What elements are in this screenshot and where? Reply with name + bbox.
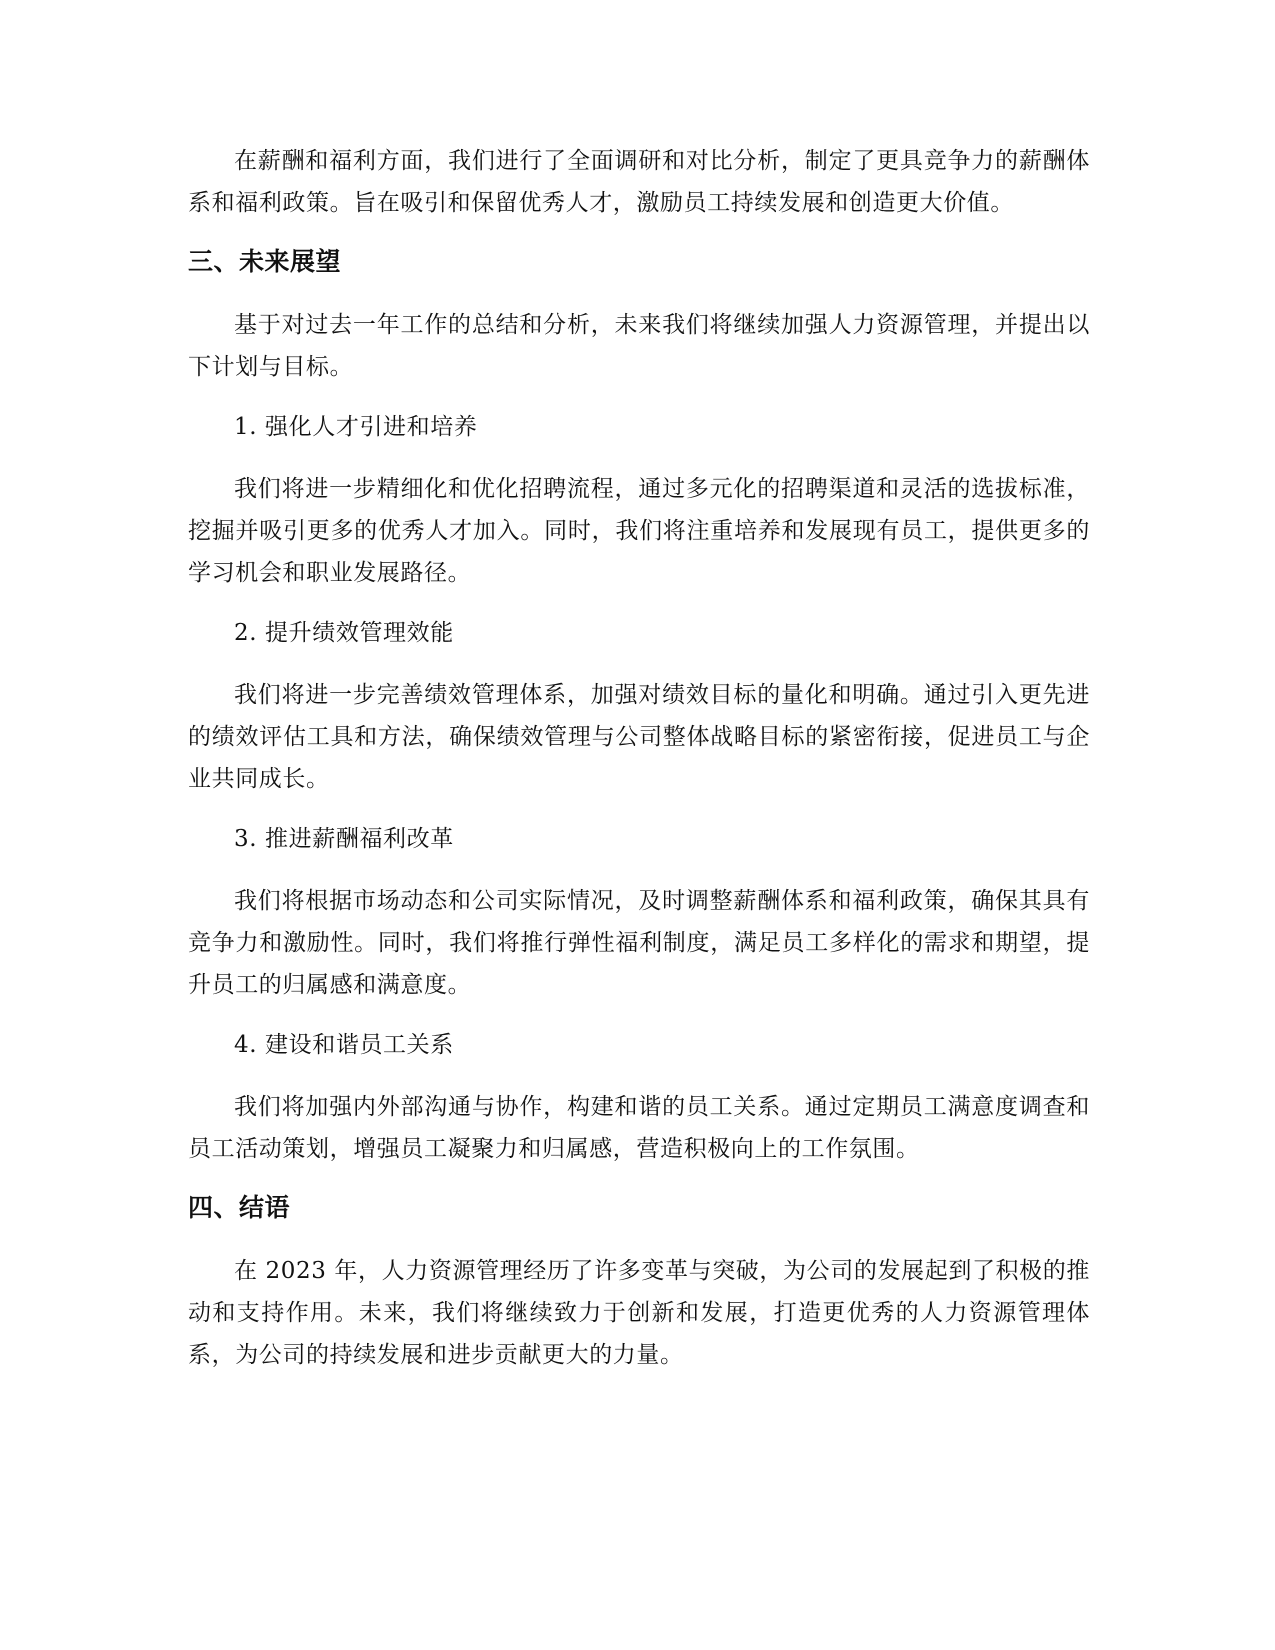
paragraph-performance: 我们将进一步完善绩效管理体系，加强对绩效目标的量化和明确。通过引入更先进的绩效评估工具和方法，确保绩效管理与公司整体战略目标的紧密衔接，促进员工与企业共同成长。 — [188, 682, 1090, 792]
document-body — [188, 140, 1090, 1394]
list-item-compensation-reform: 3. 推进薪酬福利改革 — [234, 826, 454, 852]
paragraph-talent: 我们将进一步精细化和优化招聘流程，通过多元化的招聘渠道和灵活的选拔标准，挖掘并吸引更多的优秀人才加入。同时，我们将注重培养和发展现有员工，提供更多的学习机会和职业发展路径。 — [188, 476, 1090, 586]
paragraph-compensation-benefits: 在薪酬和福利方面，我们进行了全面调研和对比分析，制定了更具竞争力的薪酬体系和福利政策。旨在吸引和保留优秀人才，激励员工持续发展和创造更大价值。 — [188, 148, 1090, 216]
list-item-performance: 2. 提升绩效管理效能 — [234, 620, 454, 646]
list-item-employee-relations: 4. 建设和谐员工关系 — [234, 1032, 454, 1058]
section-heading-future-outlook: 三、未来展望 — [188, 247, 342, 276]
paragraph-employee-relations: 我们将加强内外部沟通与协作，构建和谐的员工关系。通过定期员工满意度调查和员工活动策划，增强员工凝聚力和归属感，营造积极向上的工作氛围。 — [188, 1094, 1090, 1162]
list-item-talent: 1. 强化人才引进和培养 — [234, 414, 478, 440]
paragraph-future-intro: 基于对过去一年工作的总结和分析，未来我们将继续加强人力资源管理，并提出以下计划与目标。 — [188, 312, 1090, 380]
paragraph-compensation-reform: 我们将根据市场动态和公司实际情况，及时调整薪酬体系和福利政策，确保其具有竞争力和激励性。同时，我们将推行弹性福利制度，满足员工多样化的需求和期望，提升员工的归属感和满意度。 — [188, 888, 1090, 998]
paragraph-conclusion: 在 2023 年，人力资源管理经历了许多变革与突破，为公司的发展起到了积极的推动和支持作用。未来，我们将继续致力于创新和发展，打造更优秀的人力资源管理体系，为公司的持续发展和进步贡献更大的力量。 — [188, 1258, 1090, 1368]
section-heading-conclusion: 四、结语 — [188, 1193, 291, 1222]
